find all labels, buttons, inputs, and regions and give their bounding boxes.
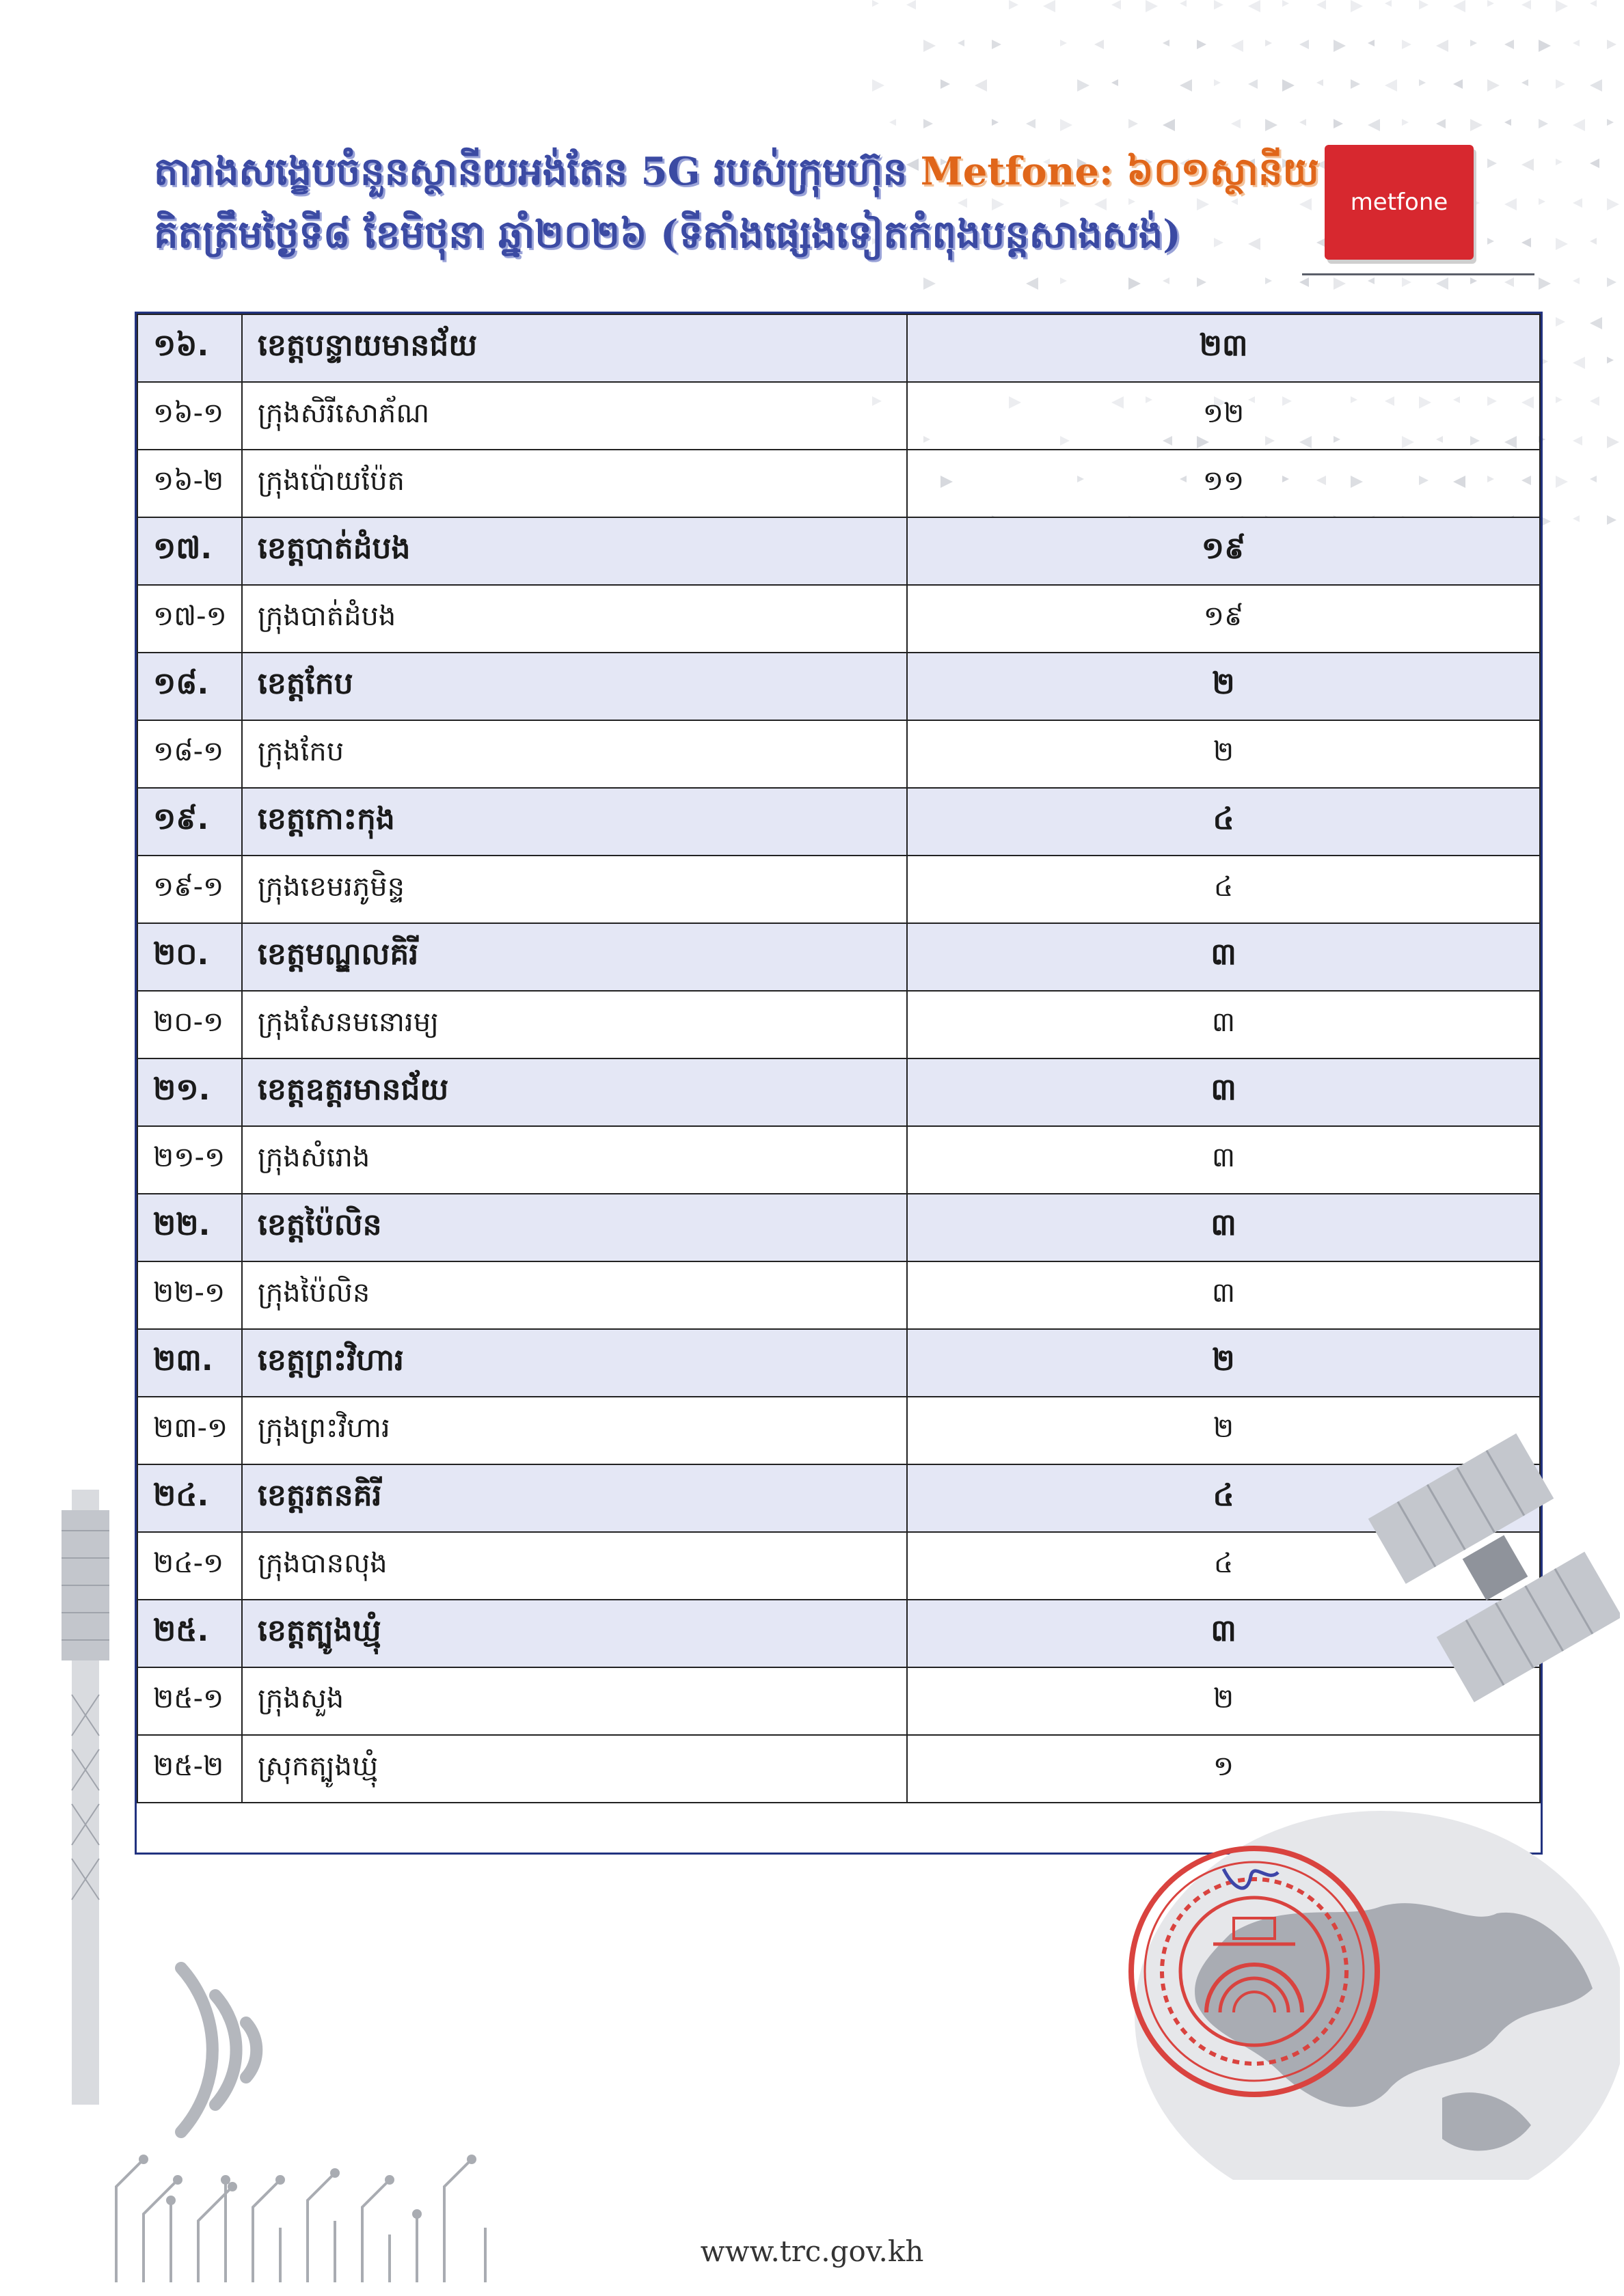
location-name: ក្រុងសែនមនោរម្យ [242,991,907,1058]
station-count: ៣ [907,1126,1540,1194]
title-brand-count: Metfone: ៦០១ស្ថានីយ [920,149,1319,194]
row-number: ១៨. [137,653,242,720]
location-name: ខេត្តរតនគិរី [242,1464,907,1532]
row-number: ២៣. [137,1329,242,1397]
province-row [137,653,1540,720]
location-name: ខេត្តប៉ៃលិន [242,1194,907,1261]
row-number: ១៦. [137,314,242,382]
row-number: ១៧. [137,517,242,585]
location-name: ក្រុងកែប [242,720,907,788]
footer-url: www.trc.gov.kh [700,2234,924,2268]
station-count: ១ [907,1735,1540,1803]
station-count: ២ [907,1329,1540,1397]
station-count: ៣ [907,1058,1540,1126]
station-count: ៣ [907,923,1540,991]
official-seal-stamp [1104,1842,1405,2101]
station-count: ២ [907,720,1540,788]
city-row [137,991,1540,1058]
metfone-logo [1325,145,1474,260]
station-count: ១៩ [907,585,1540,653]
location-name: ខេត្តកោះកុង [242,788,907,856]
city-row [137,382,1540,450]
city-row [137,856,1540,923]
row-number: ២៤. [137,1464,242,1532]
station-count: ១១ [907,450,1540,517]
location-name: ក្រុងសំរោង [242,1126,907,1194]
row-number: ១៦-១ [137,382,242,450]
satellite-illustration [1367,1421,1620,1708]
location-name: ក្រុងព្រះវិហារ [242,1397,907,1464]
row-number: ១៩. [137,788,242,856]
province-row [137,314,1540,382]
row-number: ២៥-១ [137,1667,242,1735]
title-line-2: គិតត្រឹមថ្ងៃទី៨ ខែមិថុនា ឆ្នាំ២០២៦ (ទីតាំងផ្សេងទៀតកំពុងបន្តសាងសង់) [154,212,1181,257]
station-count: ២៣ [907,314,1540,382]
row-number: ២២. [137,1194,242,1261]
telecom-tower-illustration [48,1490,123,2105]
row-number: ២០-១ [137,991,242,1058]
station-count: ៣ [907,1194,1540,1261]
station-count: ៤ [907,788,1540,856]
row-number: ២៣-១ [137,1397,242,1464]
location-name: ក្រុងប៉ៃលិន [242,1261,907,1329]
row-number: ១៦-២ [137,450,242,517]
province-row [137,1464,1540,1532]
city-row [137,450,1540,517]
station-count: ២ [907,1667,1540,1735]
row-number: ២២-១ [137,1261,242,1329]
station-count: ៤ [907,1464,1540,1532]
location-name: ក្រុងខេមរភូមិន្ទ [242,856,907,923]
location-name: ខេត្តបន្ទាយមានជ័យ [242,314,907,382]
row-number: ២១. [137,1058,242,1126]
province-row [137,517,1540,585]
province-row [137,923,1540,991]
province-row [137,788,1540,856]
province-row [137,1600,1540,1667]
row-number: ២០. [137,923,242,991]
row-number: ២៤-១ [137,1532,242,1600]
location-name: ខេត្តឧត្ដរមានជ័យ [242,1058,907,1126]
station-count: ៤ [907,856,1540,923]
location-name: ខេត្តបាត់ដំបង [242,517,907,585]
city-row [137,1667,1540,1735]
province-row [137,1194,1540,1261]
city-row [137,1397,1540,1464]
station-count: ៤ [907,1532,1540,1600]
stations-table [137,314,1541,1803]
station-count: ៣ [907,1600,1540,1667]
city-row [137,1261,1540,1329]
location-name: ខេត្តមណ្ឌលគិរី [242,923,907,991]
city-row [137,1532,1540,1600]
row-number: ១៨-១ [137,720,242,788]
row-number: ២៥. [137,1600,242,1667]
province-row [137,1058,1540,1126]
title-text: តារាងសង្ខេបចំនួនស្ថានីយអង់តែន 5G របស់ក្រុមហ៊ុន [154,149,921,194]
city-row [137,1126,1540,1194]
location-name: ក្រុងបាត់ដំបង [242,585,907,653]
city-row [137,720,1540,788]
location-name: ខេត្តកែប [242,653,907,720]
location-name: ក្រុងសួង [242,1667,907,1735]
station-count: ១៩ [907,517,1540,585]
station-count: ១២ [907,382,1540,450]
location-name: ក្រុងប៉ោយប៉ែត [242,450,907,517]
logo-divider [1302,273,1534,275]
document-title [154,140,1357,266]
station-count: ២ [907,1397,1540,1464]
location-name: ស្រុកត្បូងឃ្មុំ [242,1735,907,1803]
row-number: ២១-១ [137,1126,242,1194]
row-number: ១៧-១ [137,585,242,653]
logo-text: metfone [1350,189,1448,216]
city-row [137,585,1540,653]
station-count: ៣ [907,1261,1540,1329]
location-name: ក្រុងបានលុង [242,1532,907,1600]
province-row [137,1329,1540,1397]
city-row [137,1735,1540,1803]
row-number: ១៩-១ [137,856,242,923]
station-count: ៣ [907,991,1540,1058]
title-line-1 [154,140,1357,203]
location-name: ខេត្តព្រះវិហារ [242,1329,907,1397]
location-name: ខេត្តត្បូងឃ្មុំ [242,1600,907,1667]
location-name: ក្រុងសិរីសោភ័ណ [242,382,907,450]
station-count: ២ [907,653,1540,720]
row-number: ២៥-២ [137,1735,242,1803]
